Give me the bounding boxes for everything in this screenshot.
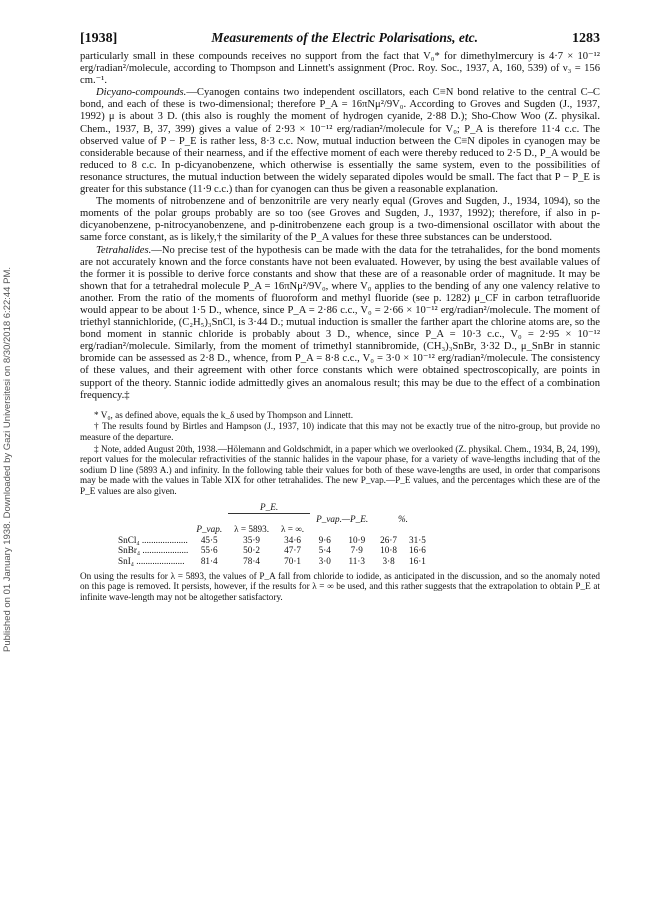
table-cell: 7·9 (350, 545, 363, 556)
table-cell: 10·8 (380, 545, 398, 556)
table-cell: 35·9 (243, 534, 260, 545)
paragraph-continuation: particularly small in these compounds receives no support from the fact that V₀* for dimethylmercury is 4·7 × 10⁻¹² erg/radian²/molecule, according to Thompson and Linnett's assignment (Proc. Roy. Soc., 1937, A, 160, 539) of ν₃ = 156 cm.⁻¹. (80, 51, 600, 87)
section-heading-dicyano: Dicyano-compounds. (96, 87, 187, 99)
footnote-3: ‡ Note, added August 20th, 1938.—Hölemann and Goldschmidt, in a paper which we overlooked (Z. physikal. Chem., 1934, B, 24, 199), report values for the molecular refractivities of the stannic halides in the vapour phase, for a variety of wave-lengths including that of the sodium D line (5893 A.) and infinity. In the following table their values for both of these wave-lengths are used, in order that comparisons may be made with the values in Table XIX for other tetrahalides. The new P_vap.—P_E values, and the percentages which these are of the P_E values are also given. (80, 443, 600, 496)
table-group-pct: %. (398, 513, 408, 524)
paragraph-dicyano (80, 87, 600, 196)
table-cell-name: SnI₄ ..................... (118, 555, 185, 566)
table-cell: 55·6 (200, 545, 218, 556)
table-group-pe: P_E. (260, 502, 279, 513)
journal-page (80, 30, 600, 612)
table-cell: 3·8 (382, 555, 395, 566)
running-header (80, 30, 600, 47)
table-cell: 34·6 (284, 534, 301, 545)
table-col-l2: λ = ∞. (281, 524, 305, 535)
table-cell: 10·9 (348, 534, 366, 545)
table-cell: 16·6 (409, 545, 426, 556)
table-row (112, 535, 432, 546)
header-page-number: 1283 (571, 31, 600, 46)
table-cell: 70·1 (284, 555, 301, 566)
download-watermark: Published on 01 January 1938. Downloaded by Gazi Universitesi on 8/30/2018 6:22:44 PM. (2, 267, 13, 653)
section-heading-tetrahalides: Tetrahalides. (96, 244, 152, 256)
table-cell: 45·5 (200, 534, 218, 545)
paragraph-dicyano-text: —Cyanogen contains two independent oscillators, each C≡N bond relative to the central C–C bond, and each of these is two-dimensional; therefore P_A = 16πNμ²/9V₀. According to Groves and Sugden (J., 1937, 1992) μ is about 3 D. (this also is roughly the moment of hydrogen cyanide, 2·88 D.); Sho-Chow Woo (Z. physikal. Chem., 1937, B, 37, 399) gives a value of 2·93 × 10⁻¹² erg/radian²/molecule for V₀; P_A is therefore 11·4 c.c. The observed value of P − P_E is rather less, 8·3 c.c. Now, mutual induction between the C≡N dipoles in cyanogen may be considerable because of their nearness, and if the effective moment of each were thereby reduced to 2·5 D., P_A would be reduced to 8 c.c. In p-dicyanobenzene, which otherwise is essentially the same system, even to the possibilities of resonance structures, the mutual induction between the widely separated dipoles would be small. The fact that P − P_E is greater for this substance (11·9 c.c.) than for cyanogen can thus be given a reasonable explanation. (80, 87, 600, 196)
header-title: Measurements of the Electric Polarisations, etc. (211, 30, 478, 45)
footnote-1: * V₀, as defined above, equals the k_δ used by Thompson and Linnett. (94, 409, 354, 420)
table-row (112, 556, 432, 567)
table-cell: 78·4 (243, 555, 260, 566)
table-cell: 5·4 (318, 545, 331, 556)
table-cell: 26·7 (380, 534, 398, 545)
table-cell: 3·0 (318, 555, 331, 566)
table-cell-name: SnCl₄ .................... (118, 534, 188, 545)
header-year: [1938] (80, 31, 118, 46)
paragraph-nitrobenzene: The moments of nitrobenzene and of benzonitrile are very nearly equal (Groves and Sugden, J., 1934, 1094), so the moments of the polar groups probably are so too (see Groves and Sugden, J., 1937, 1992); therefore, if also in p-dicyanobenzene, p-nitrocyanobenzene, and p-dinitrobenzene each group is a two-dimensional oscillator with about the same force constant, as is likely,† the similarity of the P_A values for these three substances can be understood. (80, 196, 600, 244)
table-cell: 11·3 (348, 555, 366, 566)
stannic-halide-table (112, 502, 432, 566)
table-cell: 50·2 (243, 545, 260, 556)
table-cell: 47·7 (284, 545, 301, 556)
table-cell: 81·4 (200, 555, 218, 566)
closing-paragraph: On using the results for λ = 5893, the values of P_A fall from chloride to iodide, as anticipated in the discussion, and so the anomaly noted on this page is removed. It persists, however, if the results for λ = ∞ be used, and this rather suggests that the extrapolation to obtain P_E at infinite wave-length may not be altogether satisfactory. (80, 570, 600, 602)
table-cell: 16·1 (409, 555, 426, 566)
table-col-pvap: P_vap. (196, 524, 223, 535)
paragraph-tetrahalides-text: —No precise test of the hypothesis can be made with the data for the tetrahalides, for the bond moments are not accurately known and the force constants have not been evaluated. However, by using the best available values of the former it is possible to derive force constants and show that these are of a reasonable order of magnitude. It may be shown that for a tetrahedral molecule P_A = 16πNμ²/9V₀, where V₀ applies to the bending of any one valency relative to another. From the ratio of the moments of fluoroform and methyl fluoride (see p. 1282) μ_CF in carbon tetrafluoride would appear to be about 1·5 D., whence, since P_A = 2·86 c.c., V₀ = 2·66 × 10⁻¹² erg/radian²/molecule. The moment of triethyl stannichloride, (C₂H₅)₃SnCl, is 3·44 D.; mutual induction is smaller the farther apart the chlorine atoms are, so the bond moment in stannic chloride is probably about 3 D., whence, since P_A = 10·3 c.c., V₀ = 2·95 × 10⁻¹² erg/radian²/molecule. Similarly, from the moment of trimethyl stannibromide, (CH₃)₃SnBr, 3·32 D., μ_SnBr in stannic bromide can be assessed as 2·8 D., whence, from P_A = 8·8 c.c., V₀ = 3·0 × 10⁻¹² erg/radian²/molecule. The consistency of these values, and their agreement with other force constants which were obtained spectroscopically, are points in support of the theory. Stannic iodide admittedly gives an anomalous result; this may be due to the effect of a combination frequency.‡ (80, 244, 600, 401)
article-body (80, 51, 600, 402)
footnotes (80, 410, 600, 497)
table-cell-name: SnBr₄ .................... (118, 545, 189, 556)
paragraph-tetrahalides (80, 245, 600, 402)
footnote-2: † The results found by Birtles and Hampson (J., 1937, 10) indicate that this may not be exactly true of the nitro-group, but provide no measure of the departure. (80, 421, 600, 442)
table-cell: 31·5 (409, 534, 426, 545)
table-col-l1: λ = 5893. (234, 524, 270, 535)
table-group-diff: P_vap.—P_E. (316, 513, 369, 524)
table-cell: 9·6 (318, 534, 331, 545)
table-row (112, 545, 432, 556)
